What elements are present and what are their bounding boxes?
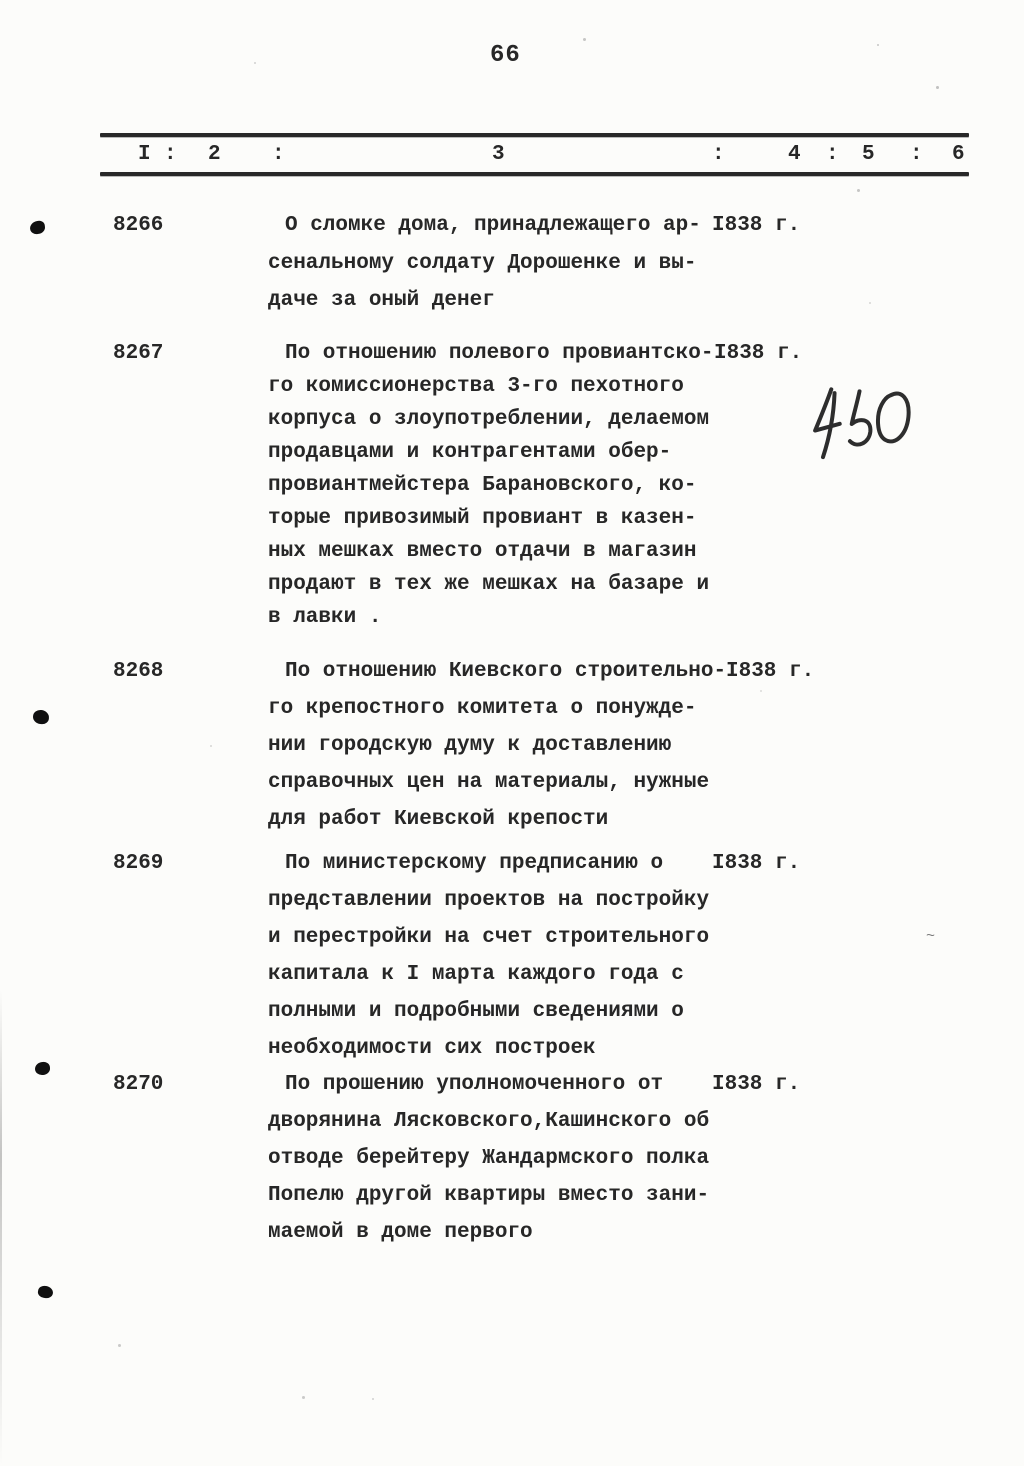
tilde-scan-mark: ~ [926,928,936,945]
entry-description-line: О сломке дома, принадлежащего ар- [285,214,701,237]
entry-description-line: го крепостного комитета о понужде- [268,697,697,720]
entry-description-line: справочных цен на материалы, нужные [268,771,710,794]
column-header-2: 2 [208,143,221,166]
entry-description-line: сенальному солдату Дорошенке и вы- [268,251,697,275]
scan-speck [857,189,860,192]
scan-speck [210,745,212,747]
entry-description-line: необходимости сих построек [268,1037,596,1060]
entry-description [268,845,709,1067]
entry-description-line: По отношению полевого провиантско- [285,342,714,365]
table-header-bottom-rule [100,172,969,176]
entry-number: 8269 [113,852,164,875]
handwritten-number-450-annotation [804,378,928,476]
table-top-rule [100,133,969,137]
entry-description-line: капитала к I марта каждого года с [268,963,684,986]
entry-description-line: корпуса о злоупотреблении, делаемом [268,408,710,431]
column-header-5: 5 [862,143,875,166]
entry-description-line: продавцами и контрагентами обер- [268,441,672,464]
entry-description-line: нии городскую думу к доставлению [268,734,672,757]
ink-dot [37,1285,54,1299]
entry-description-line: По министерскому предписанию о [285,852,664,875]
table-header-row [0,140,1024,172]
scan-speck [760,690,762,692]
column-separator: : [272,143,285,166]
entry-description-line: маемой в доме первого [268,1221,533,1244]
entry-description-line: По прошению уполномоченного от [285,1073,664,1096]
scan-speck [118,1344,121,1347]
entry-description-line: дворянина Лясковского,Кашинского об [268,1110,710,1133]
entry-description-line: даче за оный денег [268,289,495,312]
scan-edge-artifact [0,990,2,1466]
entry-description-line: полными и подробными сведениями о [268,1000,684,1023]
entry-description-line: для работ Киевской крепости [268,808,609,831]
entry-number: 8266 [113,214,164,237]
entry-description-line: в лавки . [268,606,382,629]
entry-description-line: продают в тех же мешках на базаре и [268,573,710,596]
scan-speck [869,302,871,304]
column-separator: : [712,143,725,166]
entry-description-line: По отношению Киевского строительно- [285,660,727,683]
handwritten-digit-0 [876,393,911,442]
handwritten-digit-5 [847,391,872,445]
entry-number: 8267 [113,342,164,365]
column-header-I: I [138,143,151,166]
column-separator: : [826,143,839,166]
entry-description-line: и перестройки на счет строительного [268,926,710,949]
entry-description [268,653,726,838]
entry-description-line: Попелю другой квартиры вместо зани- [268,1184,710,1207]
page-number: 66 [490,42,521,69]
column-header-4: 4 [788,143,801,166]
column-separator: : [164,143,177,166]
entry-year: I838 г. [726,660,815,683]
entry-description [268,207,701,320]
entry-description-line: представлении проектов на постройку [268,889,710,912]
column-header-3: 3 [492,143,505,166]
scan-speck [372,1398,374,1400]
scan-speck [302,1396,305,1399]
entry-number: 8268 [113,660,164,683]
entry-number: 8270 [113,1073,164,1096]
ink-dot [29,220,46,235]
entry-description-line: отводе берейтеру Жандармского полка [268,1147,710,1170]
entry-year: I838 г. [712,214,801,237]
column-separator: : [910,143,923,166]
entry-description-line: го комиссионерства 3-го пехотного [268,375,684,398]
entry-description-line: ных мешках вместо отдачи в магазин [268,540,697,563]
column-header-6: 6 [952,143,965,166]
ink-dot [35,1061,51,1075]
entry-description-line: торые привозимый провиант в казен- [268,507,697,530]
scan-speck [936,86,939,89]
ink-dot [32,709,49,725]
entry-year: I838 г. [712,852,801,875]
entry-year: I838 г. [714,342,803,365]
scan-speck [583,38,586,41]
entry-description [268,337,713,634]
entry-year: I838 г. [712,1073,801,1096]
scan-speck [254,62,256,64]
scan-speck [877,44,879,46]
entry-description [268,1066,709,1251]
entry-description-line: провиантмейстера Барановского, ко- [268,474,697,497]
